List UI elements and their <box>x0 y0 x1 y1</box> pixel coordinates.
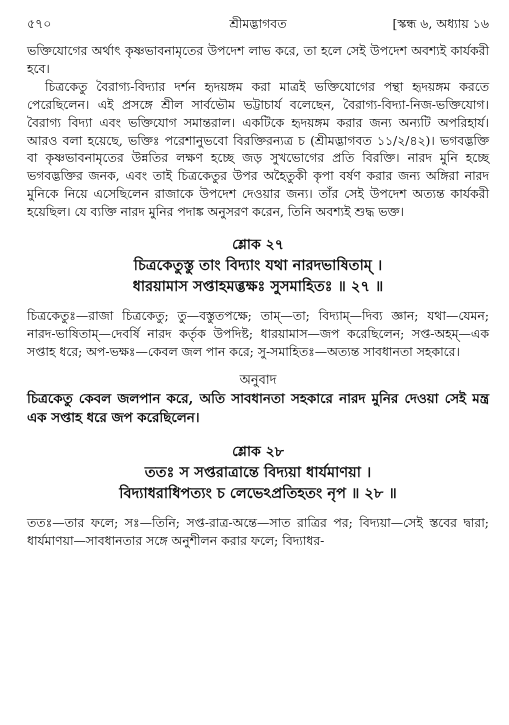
canto-chapter: [স্কন্ধ ৬, অধ্যায় ১৬ <box>392 16 489 31</box>
purport-paragraph-1: ভক্তিযোগের অর্থাৎ কৃষ্ণভাবনামৃতের উপদেশ লাভ করে, তা হলে সেই উপদেশ অবশ্যই কার্যকরী হবে। <box>27 43 489 76</box>
verse-27-translation: চিত্রকেতু কেবল জলপান করে, অতি সাবধানতা সহকারে নারদ মুনির দেওয়া সেই মন্ত্র এক সপ্তাহ ধরে জপ করেছিলেন। <box>27 390 489 426</box>
verse-28-line-1: ততঃ স সপ্তরাত্রান্তে বিদ্যয়া ধার্যমাণয়া । <box>144 463 372 481</box>
purport-paragraph-2: চিত্রকেতু বৈরাগ্য-বিদ্যার দর্শন হৃদয়ঙ্গম করা মাত্রই ভক্তিযোগের পন্থা হৃদয়ঙ্গম করতে পেরেছিলেন। এই প্রসঙ্গে শ্রীল সার্বভৌম ভট্টাচার্য বলেছেন, বৈরাগ্য-বিদ্যা-নিজ-ভক্তিযোগ। বৈরাগ্য বিদ্যা এবং ভক্তিযোগ সমান্তরাল। একটিকে হৃদয়ঙ্গম করার জন্য অন্যটি অপরিহার্য। আরও বলা হয়েছে, ভক্তিঃ পরেশানুভবো বিরক্তিরন্যত্র চ (শ্রীমদ্ভাগবত ১১/২/৪২)। ভগবদ্ভক্তি বা কৃষ্ণভাবনামৃতের উন্নতির লক্ষণ হচ্ছে জড় সুখভোগের প্রতি বিরক্তি। নারদ মুনি হচ্ছে ভগবদ্ভক্তির জনক, এবং তাই চিত্রকেতুর উপর অহৈতুকী কৃপা বর্ষণ করার জন্য অঙ্গিরা নারদ মুনিকে নিয়ে এসেছিলেন রাজাকে উপদেশ দেওয়ার জন্য। তাঁর সেই উপদেশ অত্যন্ত কার্যকরী হয়েছিল। যে ব্যক্তি নারদ মুনির পদাঙ্ক অনুসরণ করেন, তিনি অবশ্যই শুদ্ধ ভক্ত। <box>27 78 489 220</box>
verse-28-label: শ্লোক ২৮ <box>232 443 284 460</box>
verse-27-line-1: চিত্রকেতুস্তু তাং বিদ্যাং যথা নারদভাষিতাম্ । <box>133 257 383 275</box>
book-title: শ্রীমদ্ভাগবত <box>229 16 287 31</box>
page-number: ৫৭০ <box>27 16 52 31</box>
verse-27-translation-label: অনুবাদ <box>239 372 277 388</box>
verse-27-line-2: ধারয়ামাস সপ্তাহমব্ভক্ষঃ সুসমাহিতঃ ॥ ২৭ ॥ <box>132 278 384 296</box>
verse-28-line-2: বিদ্যাধরাধিপত্যং চ লেভেঽপ্রতিহতং নৃপ ॥ ২৮ ॥ <box>119 484 397 502</box>
running-header <box>27 0 489 42</box>
verse-28-synonyms: ততঃ—তার ফলে; সঃ—তিনি; সপ্ত-রাত্র-অন্তে—সাত রাত্রির পর; বিদ্যয়া—সেই স্তবের দ্বারা; ধার্যমাণয়া—সাবধানতার সঙ্গে অনুশীলন করার ফলে; বিদ্যাধর- <box>27 514 489 548</box>
verse-27-label: শ্লোক ২৭ <box>232 237 284 254</box>
verse-27-synonyms: চিত্রকেতুঃ—রাজা চিত্রকেতু; তু—বস্তুতপক্ষে; তাম্—তা; বিদ্যাম্—দিব্য জ্ঞান; যথা—যেমন; নারদ-ভাষিতাম্—দেবর্ষি নারদ কর্তৃক উপদিষ্ট; ধারয়ামাস—জপ করেছিলেন; সপ্ত-অহম্—এক সপ্তাহ ধরে; অপ-ভক্ষঃ—কেবল জল পান করে; সু-সমাহিতঃ—অত্যন্ত সাবধানতা সহকারে। <box>27 308 489 359</box>
